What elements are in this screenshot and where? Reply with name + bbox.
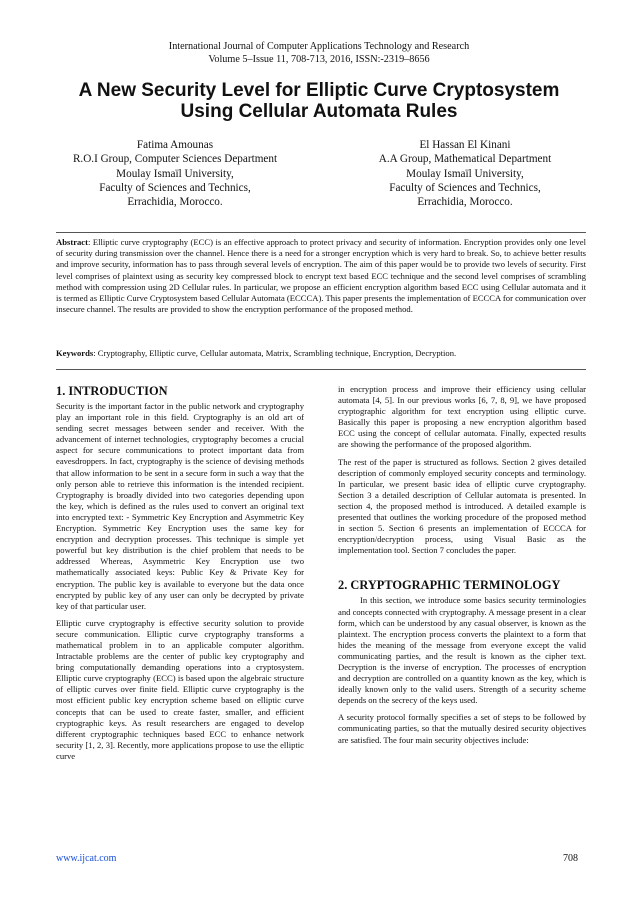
abstract bbox=[56, 237, 586, 315]
title-line-2: Using Cellular Automata Rules bbox=[180, 101, 458, 122]
paragraph: in encryption process and improve their efficiency using cellular automata [4, 5]. In our previous works [6, 7, 8, 9], we have proposed cryptographic algorithm for text encryption using elliptic curve. Basically this paper is proposing a new encryption algorithm based ECC using the concept of cellular automata. Finally, expected results are showing the performance of the proposed algorithm. bbox=[338, 384, 586, 450]
journal-website-link[interactable]: www.ijcat.com bbox=[56, 853, 117, 864]
abstract-text: : Elliptic curve cryptography (ECC) is an effective approach to protect privacy and security of information. Encryption provides only one level of security during transmission over the channel. Hence there is a need for a stronger encryption which is very hard to break. So, to achieve better results and improve security, information has to pass through several levels of encryption. The aim of this paper would be to provide two levels of security. First level comprises of plaintext using as security key compressed block to encrypt text based ECC technique and the second level comprises of scrambling method with compression using 2D Cellular rules. In particular, we propose an efficient encryption algorithm based ECC using Cellular automata and it is termed as Elliptic Curve Cryptosystem based Cellular Automata (ECCCA). This paper presents the implementation of ECCCA for communication over insecure channel. The results are provided to show the encryption performance of the proposed method. bbox=[56, 237, 586, 315]
author-affiliation: Moulay Ismaïl University, bbox=[116, 167, 234, 180]
keywords bbox=[56, 348, 586, 359]
paragraph: The rest of the paper is structured as follows. Section 2 gives detailed description of commonly employed security concepts and terminology. In particular, we present basic idea of elliptic curve cryptography. Section 3 a detailed description of Cellular automata is presented. In section 4, the proposed method is introduced. A detailed example is presented that outlines the working procedure of the proposed method in section 5. Section 6 presents an implementation of ECCCA for encryption/decryption process, using Visual Basic as the implementation tool. Section 7 concludes the paper. bbox=[338, 456, 586, 556]
abstract-top-rule bbox=[56, 232, 586, 233]
author-affiliation: R.O.I Group, Computer Sciences Department bbox=[72, 153, 278, 166]
paragraph: Security is the important factor in the public network and cryptography play an important role in this field. Cryptography is an old art of sending secret messages between sender and receiver. With the advancement of internet technologies, cryptography becomes a crucial aspect for secure communications to protect important data from eavesdroppers. In fact, cryptography is the science of devising methods that allow information to be sent in a secure form in such a way that the only person able to retrieve this information is the intended recipient. Cryptography is broadly divided into two categories depending upon the key, which is defined as the rules used to convert an original text into encrypted text: - Symmetric Key Encryption and Asymmetric Key Encryption. Symmetric Key Encryption uses the same key for encryption and decryption processes. This technique is simple yet powerful but key distribution is the chief problem that needs to be addressed Whereas, Asymmetric Key Encryption use two mathematically associated keys: Public Key & Private Key for encryption. The public key is available to everyone but the data once encrypted by public key of any user can only be decrypted by private key of that particular user. bbox=[56, 401, 304, 611]
author-affiliation: Faculty of Sciences and Technics, bbox=[99, 181, 251, 194]
journal-header bbox=[0, 40, 638, 66]
author-affiliation: Faculty of Sciences and Technics, bbox=[389, 181, 541, 194]
keywords-label: Keywords bbox=[56, 348, 94, 358]
page-number: 708 bbox=[563, 853, 578, 864]
author-block bbox=[40, 138, 598, 208]
paper-title bbox=[40, 80, 598, 122]
paragraph: Elliptic curve cryptography is effective security solution to provide secure communication. Elliptic curve cryptography transforms a mathematical problem in to an applicable computer algorithm. Intractable problems are the center of public key cryptography and bring computationally demanding operations into a cryptosystem. Elliptic curve cryptography (ECC) is based upon the algebraic structure of elliptic curves over finite field. Elliptic curve cryptography is the most efficient public key encryption scheme based on elliptic curve concepts that can be used to create faster, smaller, and efficient cryptographic keys. As result researchers are engaged to develop different cryptographic techniques based ECC to enhance network security [1, 2, 3]. Recently, more applications propose to use the elliptic curve bbox=[56, 617, 304, 761]
author-name: El Hassan El Kinani bbox=[419, 139, 511, 151]
keywords-bottom-rule bbox=[56, 369, 586, 370]
author-name: Fatima Amounas bbox=[136, 139, 214, 151]
journal-name: International Journal of Computer Applications Technology and Research bbox=[168, 41, 470, 52]
author-affiliation: A.A Group, Mathematical Department bbox=[378, 153, 552, 166]
section-spacer bbox=[338, 562, 586, 578]
section-heading-terminology: 2. CRYPTOGRAPHIC TERMINOLOGY bbox=[338, 578, 561, 593]
author-2 bbox=[340, 138, 590, 209]
title-line-1: A New Security Level for Elliptic Curve Cryptosystem bbox=[78, 80, 560, 101]
section-heading-introduction: 1. INTRODUCTION bbox=[56, 384, 168, 398]
author-1 bbox=[50, 138, 300, 209]
author-affiliation: Errachidia, Morocco. bbox=[127, 196, 223, 209]
abstract-label: Abstract bbox=[56, 237, 88, 247]
keywords-text: : Cryptography, Elliptic curve, Cellular automata, Matrix, Scrambling technique, Encryption, Decryption. bbox=[93, 348, 457, 358]
left-column bbox=[56, 384, 304, 768]
paragraph: A security protocol formally specifies a set of steps to be followed by communicating parties, so that the mutually desired security objectives are satisfied. The four main security objectives include: bbox=[338, 712, 586, 745]
right-column bbox=[338, 384, 586, 752]
journal-volume: Volume 5–Issue 11, 708-713, 2016, ISSN:-2319–8656 bbox=[208, 54, 430, 65]
author-affiliation: Moulay Ismaïl University, bbox=[406, 167, 524, 180]
paragraph: In this section, we introduce some basics security terminologies and concepts connected with cryptography. A message present in a clear form, which can be understood by any casual observer, is known as the plaintext. The encryption process converts the plaintext to a form that hides the meaning of the message from everyone except the valid communicating parties, and the result is known as the cipher text. Decryption is the inverse of encryption. The processes of encryption and decryption are controlled on a quantity known as the key, which is ideally known only to the valid users. Strength of a security scheme depends on the secrecy of the keys used. bbox=[338, 595, 586, 706]
author-affiliation: Errachidia, Morocco. bbox=[417, 196, 513, 209]
